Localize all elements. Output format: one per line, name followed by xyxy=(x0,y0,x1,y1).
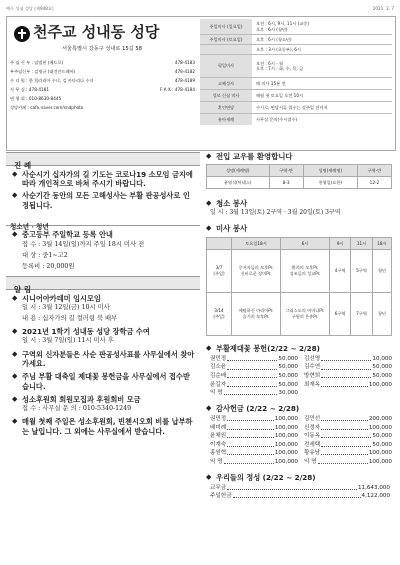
mass-row: 혼인면담 수시로, 면담서류 접수는 성주일 전까지 xyxy=(200,102,392,114)
staff-row: 성당카페 : cafe.naver.com/sndphoto xyxy=(10,105,84,110)
mass-service-title: ◆ 미사 봉사 xyxy=(206,224,248,234)
diamond-icon: ◆ xyxy=(12,394,18,403)
church-name: 천주교 성내동 성당 xyxy=(33,23,160,41)
staff-row: 부주임신부 : 김명규 (대건안드레아) 478-4182 xyxy=(10,69,195,74)
flowers-title: ◆ 부활제대꽃 봉헌(2/22 ~ 2/28) xyxy=(206,343,320,353)
donation-row: 김소윤 50,000 김수연 50,000 xyxy=(210,364,392,371)
diamond-icon: ◆ xyxy=(206,152,212,160)
section-header-jingyeon: 진 례 xyxy=(6,152,200,166)
donation-row: 배미례 100,000 신정자 100,000 xyxy=(210,424,392,431)
donation-row: 권민정 100,000 김민선 200,000 xyxy=(210,415,392,422)
staff-row: 사 무 실 : 478-4181 F A X : 478-4184 xyxy=(10,87,195,92)
mass-row: 주일미사 (토요일) 오후 : 6시 (청소년) xyxy=(200,35,392,45)
notice-item: ◆ 매월 첫째 주일은 성소후원회, 빈첸시오회 비를 납부하는 날입니다. 그 외에는 사무실에서 받습니다. xyxy=(12,417,193,436)
staff-row: 주 임 신 부 : 임범현 (베드로) 478-4183 xyxy=(10,60,195,65)
youth-notice: ◆ 중고등부 주일학교 등록 안내 접 수 : 3월 14일(일)까지 주일 18시 미사 전 대 상 : 중1~고2 등록비 : 20,000원 xyxy=(6,226,200,272)
donation-row: 김순배 50,000 방현희 50,000 xyxy=(210,373,392,379)
diamond-icon: ◆ xyxy=(206,343,212,352)
church-address: 서울특별시 강동구 성내로 15길 58 xyxy=(62,46,142,52)
mass-row: 주일미사 (일요일) 오전 : 6시, 9시, 11시 (교중) 오후 : 6시 (청년) xyxy=(200,19,392,35)
table-row: 3/7 (주일) 중거자들의 모후Pr. 신비로운 장미Pr. 환희의 모후Pr. 성조들의 성교Pr. 4구역 5구역 청년 xyxy=(207,249,392,292)
diamond-icon: ◆ xyxy=(206,403,212,412)
offering-title: ◆ 우리들의 정성 (2/22 ~ 2/28) xyxy=(206,472,316,482)
diamond-icon: ◆ xyxy=(12,349,18,358)
offering-row: 주일헌금 4,122,000 xyxy=(210,493,390,500)
table-row: 윤영식(아녜스) 8-3 천영일(요한) 12-2 xyxy=(207,177,392,189)
donation-row: 이계숙 100,000 전세택 50,000 xyxy=(210,441,392,448)
flowers-list xyxy=(206,353,394,398)
thanks-title: ◆ 감사헌금 (2/22 ~ 2/28) xyxy=(206,403,300,413)
thanks-list xyxy=(206,413,394,467)
staff-row: 면 행 회 : 010-8630-8445 xyxy=(10,96,62,101)
donation-row: 윤채원 100,000 이동옥 50,000 xyxy=(210,433,392,440)
diamond-icon: ◆ xyxy=(206,224,212,233)
diamond-icon: ◆ xyxy=(12,229,18,238)
welcome-title: ◆ 전입 교우를 환영합니다 xyxy=(206,152,293,161)
diamond-icon: ◆ xyxy=(12,372,18,381)
table-row: 3/14 (주일) 애탐하신 마리아Pr. 슬기의 모후Pr. 그리스도의 어머니Pr. 구원의 은총Pr. 6구역 7구역 청년 xyxy=(207,292,392,335)
notice-item: ◆ 사순기간 동안의 모든 고해성사는 부활 판공성사로 인정됩니다. xyxy=(12,191,190,210)
diamond-icon: ◆ xyxy=(12,417,18,426)
bulletin-issue: 예수 성심 성당 (제948호) xyxy=(6,6,54,11)
staff-row: 수 녀 원 : 한 힐라리아 수녀, 김 카타리나 수녀 478-4189 xyxy=(10,78,195,83)
offering-row: 교무금 11,643,000 xyxy=(210,484,390,491)
donation-row: 익 명 100,000 익 명 100,000 xyxy=(210,458,392,465)
diamond-icon: ◆ xyxy=(12,170,18,178)
mass-row: 평일미사 오전 : 6시 - 월 오후 : 7시 : 화, 수, 목, 금 xyxy=(200,55,392,78)
section-header-notices: 알 림 xyxy=(6,276,200,290)
mass-row: 고해성사 매 미사 15분 전 xyxy=(200,78,392,90)
table-header-row: 성명(세례명) 구역-반 성명(세례명) 구역-반 xyxy=(207,165,392,177)
cleaning-title: ◆ 청소 봉사 xyxy=(206,199,248,209)
notice-item: ◆ 성소후원회 회원모집과 후원회비 모금 xyxy=(12,394,141,404)
bulletin-date: 2021. 3. 7 xyxy=(372,6,394,11)
table-header-row: 토요일18시 6시 9시 11시 18시 xyxy=(207,237,392,249)
mass-row: 오후 : 3시 (초등부), 6시 xyxy=(200,45,392,55)
section-header-youth: 청소년 · 청년 xyxy=(6,214,200,226)
offering-list xyxy=(206,482,392,501)
notice-item: ◆ 사순시기 십자가의 길 기도는 코로나19 소모임 금지에 따라 개인적으로 바쳐 주시기 바랍니다. xyxy=(12,170,193,189)
mass-row: 유아세례 사무실 문의(수시접수) xyxy=(200,114,392,125)
diamond-icon: ◆ xyxy=(12,191,18,200)
church-logo-icon xyxy=(14,26,30,42)
diamond-icon: ◆ xyxy=(12,294,18,303)
donation-row: 홍원혁 100,000 황유남 100,000 xyxy=(210,450,392,457)
donation-row: 익 명 30,000 xyxy=(210,390,298,397)
right-column xyxy=(206,152,394,501)
cleaning-schedule: 일 시 : 3월 13일(토) 2구역 · 3월 20일(토) 3구역 xyxy=(210,209,341,217)
diamond-icon: ◆ xyxy=(12,327,18,336)
notice-list: ◆ 시니어아카데미 임시모임 일 시 : 3월 12일(금) 10시 미사 내 용 : 십자가의 길 컬러링 북 배부 ◆ 2021년 1학기 성내동 성당 장학금 수여 일 시 : 3월 7일(일) 11시 미사 후 ◆ 구역외 신자분들은 사순 판공성사표를 사무실에서 찾아가세요. ◆ 주님 부활 대축일 제대꽃 봉헌금을 사무실에서 접수받습니다. ◆ 성소후원회 회원모집과 후원회비 모금 접 수 : 사무실 문 의 : 010-5340-1249 ◆ 매월 첫째 주일은 성소후원회, 빈첸시오회 비를 납부하는 날입니다. 그 외에는 사무실에서 받습니다. xyxy=(12,294,195,436)
jingyeon-items xyxy=(6,166,200,210)
mass-schedule-table xyxy=(200,19,392,125)
welcome-table xyxy=(206,164,392,189)
donation-row: 윤길자 50,000 최재옥 100,000 xyxy=(210,381,392,388)
mass-row: 성모 신심 미사 매월 첫 토요일 오전 10시 xyxy=(200,90,392,102)
notice-item: ◆ 시니어아카데미 임시모임 xyxy=(12,294,101,304)
notice-item: ◆ 주님 부활 대축일 제대꽃 봉헌금을 사무실에서 접수받습니다. xyxy=(12,372,190,391)
left-column xyxy=(6,152,200,436)
diamond-icon: ◆ xyxy=(206,472,212,481)
notice-item: ◆ 2021년 1학기 성내동 성당 장학금 수여 xyxy=(12,327,150,337)
diamond-icon: ◆ xyxy=(206,199,212,208)
staff-list xyxy=(10,60,195,114)
mass-service-table xyxy=(206,237,392,336)
donation-row: 권민정 50,000 김선영 10,000 xyxy=(210,355,392,362)
notice-item: ◆ 구역외 신자분들은 사순 판공성사표를 사무실에서 찾아가세요. xyxy=(12,349,195,369)
notice-item: ◆ 중고등부 주일학교 등록 안내 xyxy=(12,229,113,239)
